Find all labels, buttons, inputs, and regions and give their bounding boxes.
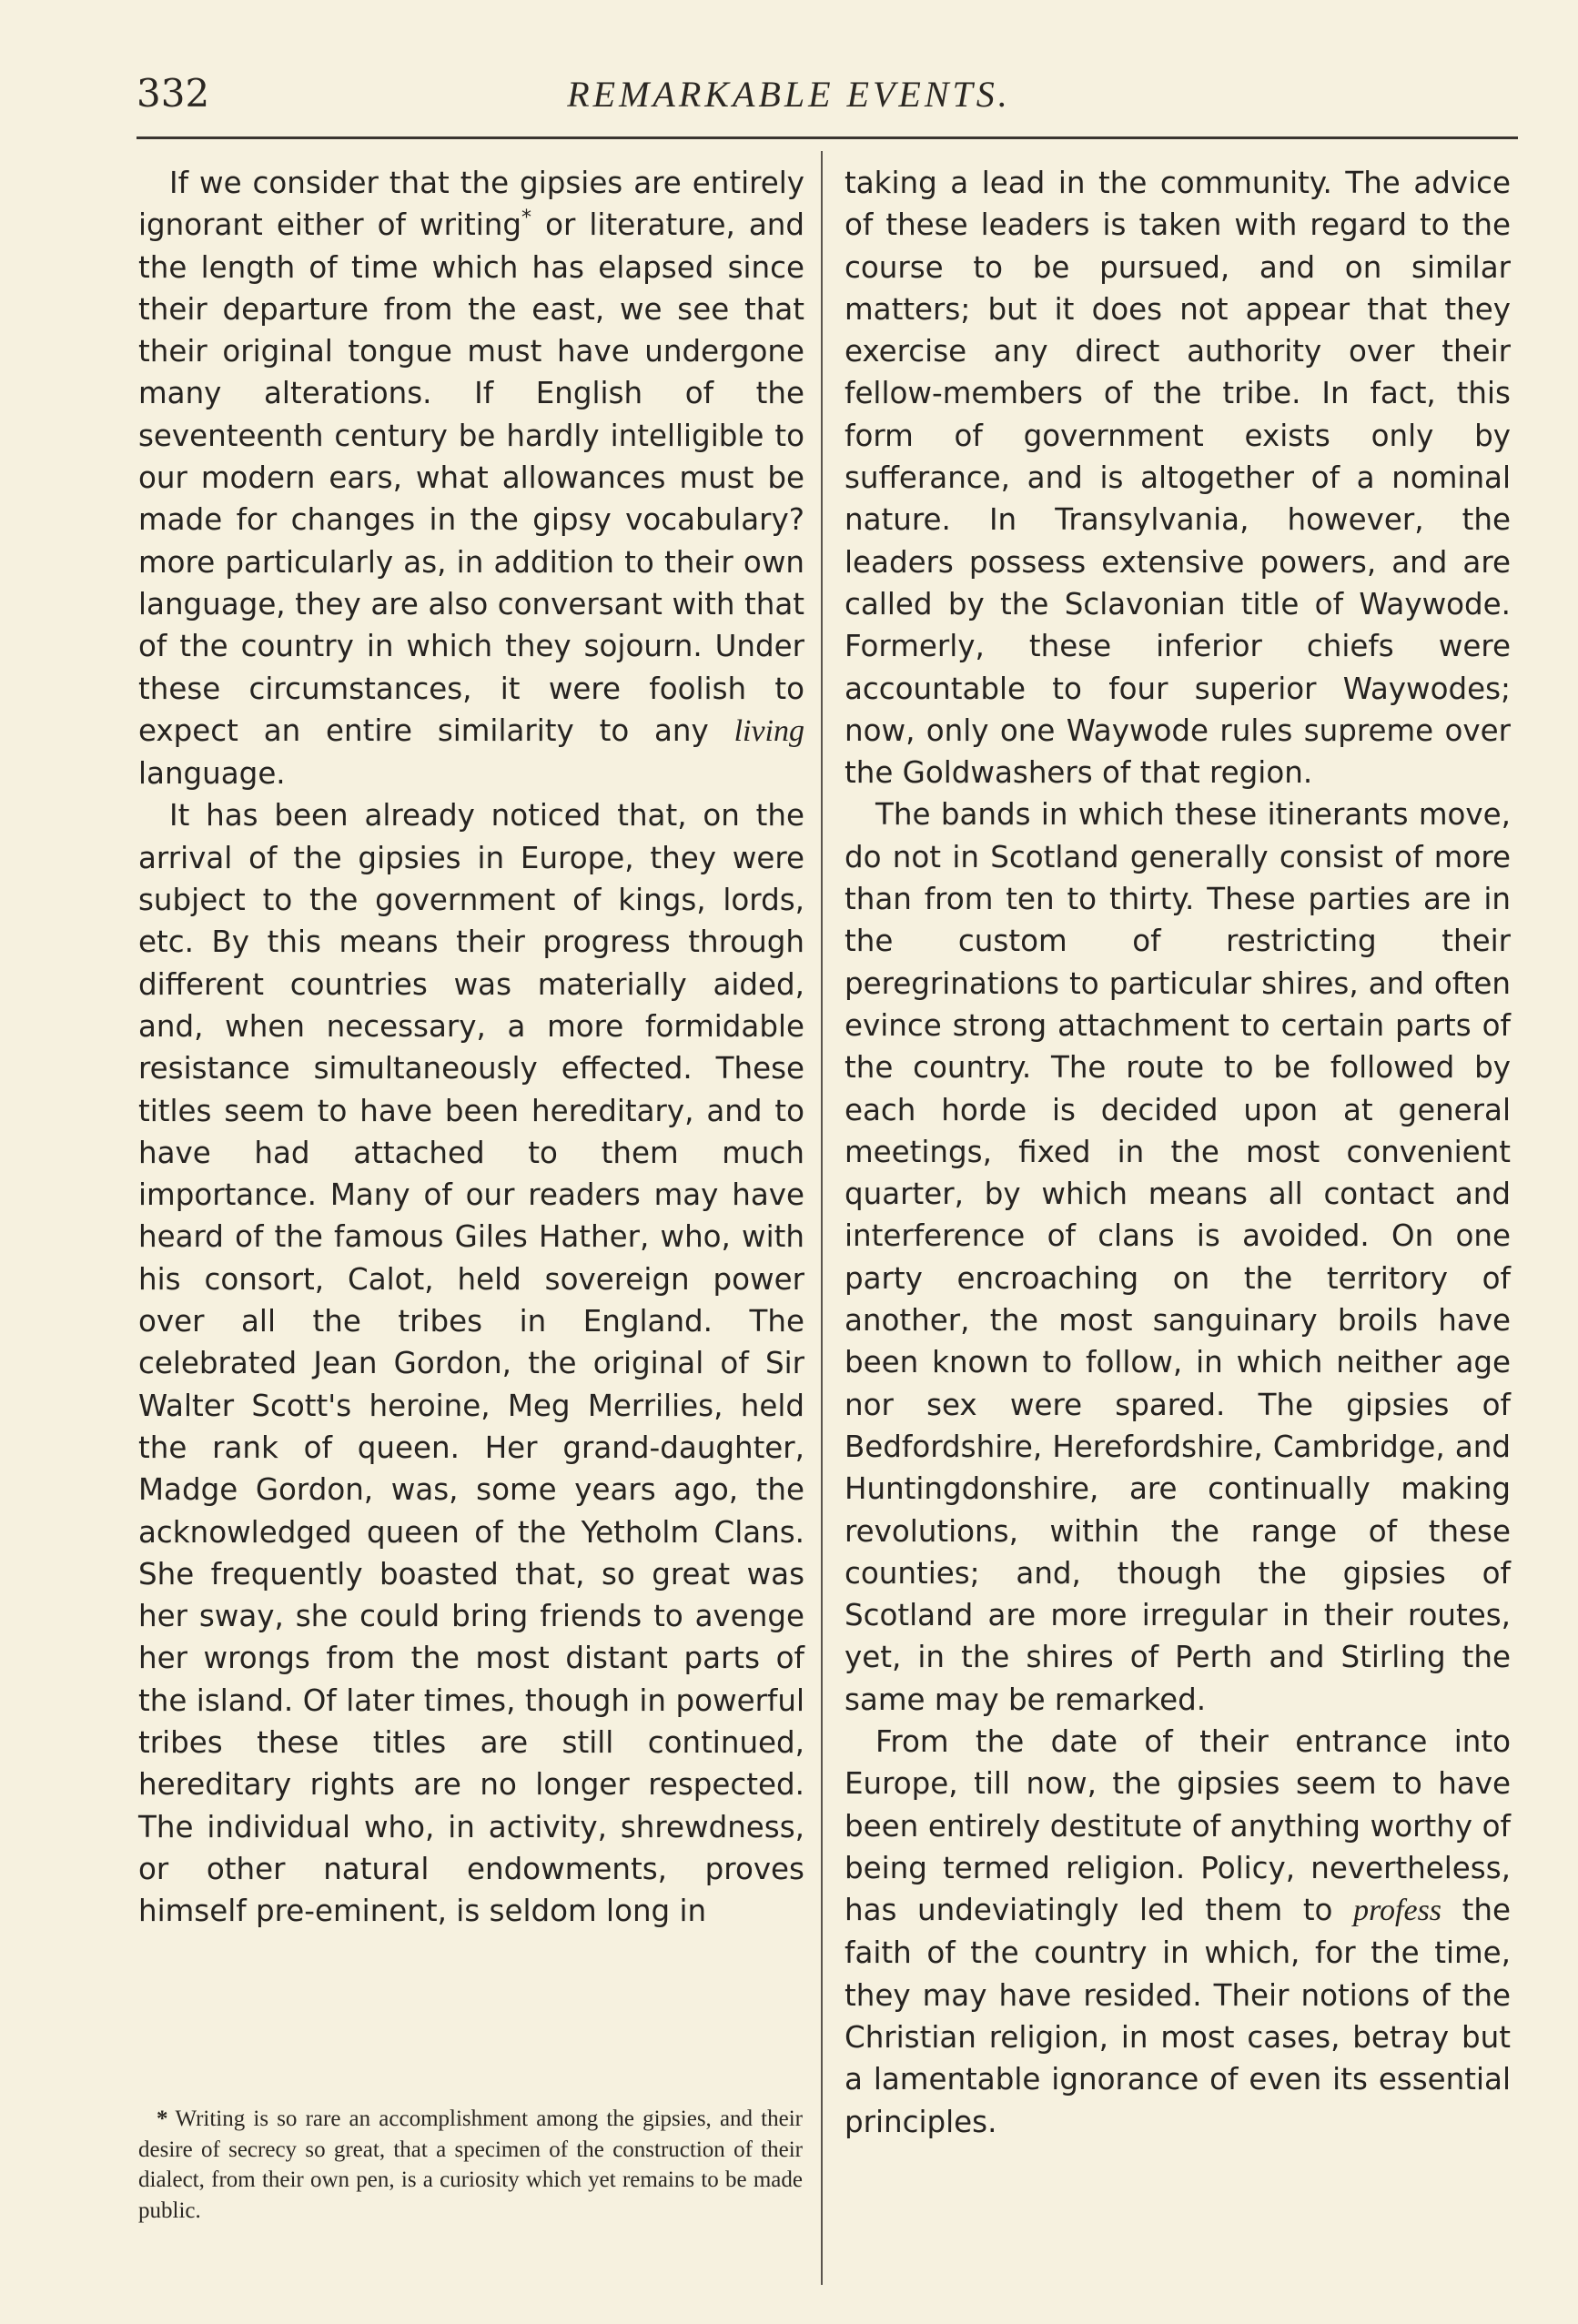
footnote-text: Writing is so rare an accomplishment among the gipsies, and their desire of secrecy so great, that a specimen of the construction of their dialect, from their own pen, is a curiosity which yet remains to be made public. — [138, 2107, 803, 2223]
paragraph-text: From the date of their entrance into Europe, till now, the gipsies seem to have been entirely destitute of anything worthy of being termed religion. Policy, nevertheless, has undeviatingly led them to — [845, 1723, 1511, 1928]
paragraph-text: the faith of the country in which, for the time, they may have resided. Their notions of the Christian religion, in most cases, betray but a lamentable ignorance of even its essential principles. — [845, 1893, 1511, 2139]
paragraph-text: or literature, and the length of time which has elapsed since their departure from the east, we see that their original tongue must have undergone many alterations. If English of the seventeenth century be hardly intelligible to our modern ears, what allowances must be made for changes in the gipsy vocabulary? more particularly as, in addition to their own language, they are also conversant with that of the country in which they sojourn. Under these circumstances, it were foolish to expect an entire similarity to any — [138, 207, 804, 748]
paragraph-text: If we consider that the gipsies are entirely ignorant either of writing — [138, 166, 804, 243]
running-head: REMARKABLE EVENTS. — [567, 74, 1011, 115]
page-number: 332 — [137, 71, 210, 116]
paragraph-text: language. — [138, 756, 286, 792]
paragraph: The bands in which these itinerants move, do not in Scotland generally consist of more than from ten to thirty. These parties are in the custom of restricting their peregrinations to particular shires, and often evince strong attachment to certain parts of the country. The route to be followed by each horde is decided upon at general meetings, fixed in the most convenient quarter, by which means all contact and interference of clans is avoided. On one party encroaching on the territory of another, the most sanguinary broils have been known to follow, in which neither age nor sex were spared. The gipsies of Bedfordshire, Herefordshire, Cambridge, and Huntingdonshire, are continually making revolutions, within the range of these counties; and, though the gipsies of Scotland are more irregular in their routes, yet, in the shires of Perth and Stirling the same may be remarked. — [845, 797, 1511, 1717]
footnote — [138, 2104, 803, 2226]
header-rule — [137, 136, 1518, 139]
footnote-marker: * — [521, 207, 531, 230]
paragraph: taking a lead in the community. The advice of these leaders is taken with regard to the course to be pursued, and on similar matters; but it does not appear that they exercise any direct authority over their fellow-members of the tribe. In fact, this form of government exists only by sufferance, and is altogether of a nominal nature. In Transylvania, however, the leaders possess extensive powers, and are called by the Sclavonian title of Waywode. Formerly, these inferior chiefs were accountable to four superior Waywodes; now, only one Waywode rules supreme over the Goldwashers of that region. — [845, 166, 1511, 791]
paragraph — [138, 162, 804, 794]
left-column — [138, 162, 804, 1932]
italic-word: living — [733, 713, 804, 748]
paragraph: It has been already noticed that, on the arrival of the gipsies in Europe, they were subject to the government of kings, lords, etc. By this means their progress through different countries was materially aided, and, when necessary, a more formidable resistance simultaneously effected. These titles seem to have been hereditary, and to have had attached to them much importance. Many of our readers may have heard of the famous Giles Hather, who, with his consort, Calot, held sovereign power over all the tribes in England. The celebrated Jean Gordon, the original of Sir Walter Scott's heroine, Meg Merrilies, held the rank of queen. Her grand-daughter, Madge Gordon, was, some years ago, the acknowledged queen of the Yetholm Clans. She frequently boasted that, so great was her sway, she could bring friends to avenge her wrongs from the most distant parts of the island. Of later times, though in powerful tribes these titles are still continued, hereditary rights are no longer respected. The individual who, in activity, shrewdness, or other natural endowments, proves himself pre-eminent, is seldom long in — [138, 798, 804, 1929]
footnote-star: * — [157, 2107, 168, 2131]
right-column — [845, 162, 1511, 2143]
italic-word: profess — [1353, 1894, 1442, 1928]
column-divider — [821, 151, 823, 2285]
paragraph — [845, 1721, 1511, 2143]
